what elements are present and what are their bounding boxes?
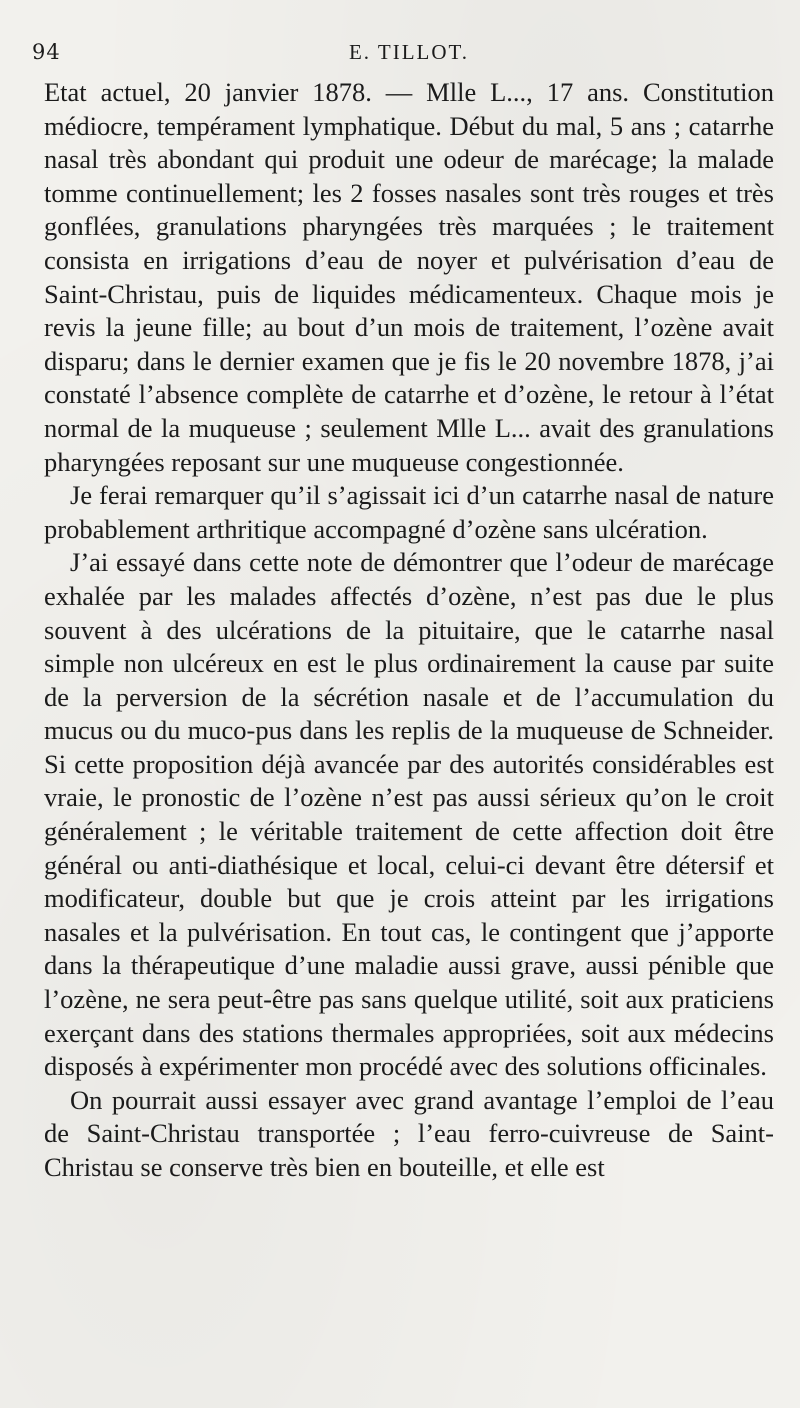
paragraph-remark: Je ferai remarquer qu’il s’agissait ici d’un catarrhe nasal de nature probablement arthritique accompagné d’ozène sans ulcération. (44, 480, 774, 544)
body-text (44, 76, 774, 1185)
page-number: 94 (32, 40, 61, 64)
running-head: E. TILLOT. (348, 40, 470, 64)
page-header (32, 36, 774, 76)
paragraph-continuation: On pourrait aussi essayer avec grand avantage l’emploi de l’eau de Saint-Christau transportée ; l’eau ferro-cuivreuse de Saint-Christau se conserve très bien en bouteille, et elle est (44, 1084, 774, 1182)
paragraph-conclusion: J’ai essayé dans cette note de démontrer que l’odeur de marécage exhalée par les malades affectés d’ozène, n’est pas due le plus souvent à des ulcérations de la pituitaire, que le catarrhe nasal simple non ulcéreux en est le plus ordinairement la cause par suite de la perversion de la sécrétion nasale et de l’accumulation du mucus ou du muco-pus dans les replis de la muqueuse de Schneider. Si cette proposition déjà avancée par des autorités considérables est vraie, le pronostic de l’ozène n’est pas aussi sérieux qu’on le croit généralement ; le véritable traitement de cette affection doit être général ou anti-diathésique et local, celui-ci devant être détersif et modificateur, double but que je crois atteint par les irrigations nasales et la pulvérisation. En tout cas, le contingent que j’apporte dans la thérapeutique d’une maladie aussi grave, aussi pénible que l’ozène, ne sera peut-être pas sans quelque utilité, soit aux praticiens exerçant dans des stations thermales appropriées, soit aux médecins disposés à expérimenter mon procédé avec des solutions officinales. (44, 547, 774, 1082)
paragraph-case-report: Etat actuel, 20 janvier 1878. — Mlle L..., 17 ans. Constitution médiocre, tempérament lymphatique. Début du mal, 5 ans ; catarrhe nasal très abondant qui produit une odeur de marécage; la malade tomme continuellement; les 2 fosses nasales sont très rouges et très gonflées, granulations pharyngées très marquées ; le traitement consista en irrigations d’eau de noyer et pulvérisation d’eau de Saint-Christau, puis de liquides médicamenteux. Chaque mois je revis la jeune fille; au bout d’un mois de traitement, l’ozène avait disparu; dans le dernier examen que je fis le 20 novembre 1878, j’ai constaté l’absence complète de catarrhe et d’ozène, le retour à l’état normal de la muqueuse ; seulement Mlle L... avait des granulations pharyngées reposant sur une muqueuse congestionnée. (44, 77, 774, 477)
